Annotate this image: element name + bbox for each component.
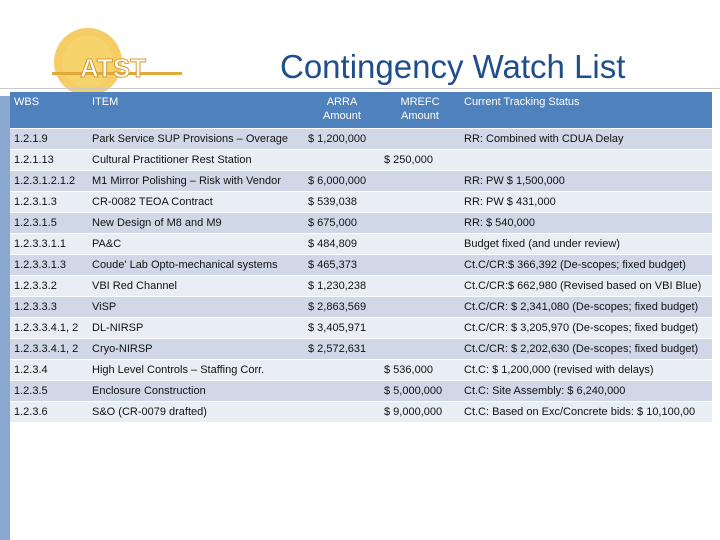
table-row xyxy=(10,402,712,423)
cell-arra: $ 1,230,238 xyxy=(304,276,380,297)
cell-mrefc xyxy=(380,318,460,339)
cell-item: Enclosure Construction xyxy=(88,381,304,402)
cell-mrefc xyxy=(380,171,460,192)
table-row xyxy=(10,360,712,381)
table-row xyxy=(10,213,712,234)
logo-text: ATST xyxy=(80,53,146,83)
cell-arra xyxy=(304,150,380,171)
cell-arra: $ 465,373 xyxy=(304,255,380,276)
table-row xyxy=(10,381,712,402)
cell-status: Ct.C/CR:$ 366,392 (De-scopes; fixed budget) xyxy=(460,255,712,276)
cell-status: Ct.C/CR: $ 2,202,630 (De-scopes; fixed budget) xyxy=(460,339,712,360)
table-row xyxy=(10,297,712,318)
cell-wbs: 1.2.3.3.4.1, 2 xyxy=(10,339,88,360)
cell-item: VBI Red Channel xyxy=(88,276,304,297)
header-mrefc: MREFC Amount xyxy=(380,92,460,129)
cell-mrefc: $ 536,000 xyxy=(380,360,460,381)
cell-item: Cultural Practitioner Rest Station xyxy=(88,150,304,171)
cell-wbs: 1.2.1.13 xyxy=(10,150,88,171)
cell-arra: $ 539,038 xyxy=(304,192,380,213)
cell-wbs: 1.2.3.1.3 xyxy=(10,192,88,213)
cell-status: Budget fixed (and under review) xyxy=(460,234,712,255)
header-item: ITEM xyxy=(88,92,304,129)
cell-arra: $ 2,863,569 xyxy=(304,297,380,318)
cell-status: Ct.C/CR:$ 662,980 (Revised based on VBI Blue) xyxy=(460,276,712,297)
cell-status xyxy=(460,150,712,171)
cell-status: RR: PW $ 431,000 xyxy=(460,192,712,213)
contingency-table xyxy=(10,92,712,422)
cell-item: PA&C xyxy=(88,234,304,255)
cell-item: M1 Mirror Polishing – Risk with Vendor xyxy=(88,171,304,192)
cell-status: RR: Combined with CDUA Delay xyxy=(460,129,712,150)
cell-arra: $ 6,000,000 xyxy=(304,171,380,192)
cell-arra: $ 1,200,000 xyxy=(304,129,380,150)
cell-wbs: 1.2.3.1.5 xyxy=(10,213,88,234)
cell-wbs: 1.2.3.3.1.3 xyxy=(10,255,88,276)
sun-logo xyxy=(44,22,184,98)
cell-mrefc xyxy=(380,192,460,213)
cell-status: Ct.C/CR: $ 3,205,970 (De-scopes; fixed budget) xyxy=(460,318,712,339)
cell-item: CR-0082 TEOA Contract xyxy=(88,192,304,213)
table-row xyxy=(10,234,712,255)
header-status: Current Tracking Status xyxy=(460,92,712,129)
cell-arra xyxy=(304,402,380,423)
cell-wbs: 1.2.3.3.1.1 xyxy=(10,234,88,255)
cell-wbs: 1.2.3.3.2 xyxy=(10,276,88,297)
table-row xyxy=(10,339,712,360)
cell-mrefc xyxy=(380,255,460,276)
cell-mrefc: $ 9,000,000 xyxy=(380,402,460,423)
cell-item: DL-NIRSP xyxy=(88,318,304,339)
table-row xyxy=(10,192,712,213)
cell-arra xyxy=(304,381,380,402)
cell-mrefc xyxy=(380,297,460,318)
table-row xyxy=(10,276,712,297)
cell-mrefc: $ 5,000,000 xyxy=(380,381,460,402)
cell-mrefc xyxy=(380,234,460,255)
cell-wbs: 1.2.3.3.4.1, 2 xyxy=(10,318,88,339)
cell-wbs: 1.2.3.3.3 xyxy=(10,297,88,318)
cell-arra: $ 675,000 xyxy=(304,213,380,234)
cell-item: S&O (CR-0079 drafted) xyxy=(88,402,304,423)
cell-mrefc: $ 250,000 xyxy=(380,150,460,171)
cell-mrefc xyxy=(380,339,460,360)
title-divider xyxy=(0,88,720,89)
cell-status: RR: PW $ 1,500,000 xyxy=(460,171,712,192)
cell-wbs: 1.2.3.4 xyxy=(10,360,88,381)
table-row xyxy=(10,171,712,192)
cell-item: Cryo-NIRSP xyxy=(88,339,304,360)
cell-item: New Design of M8 and M9 xyxy=(88,213,304,234)
cell-mrefc xyxy=(380,276,460,297)
cell-arra: $ 484,809 xyxy=(304,234,380,255)
cell-wbs: 1.2.3.5 xyxy=(10,381,88,402)
table-header-row xyxy=(10,92,712,129)
cell-status: Ct.C: Based on Exc/Concrete bids: $ 10,100,00 xyxy=(460,402,712,423)
cell-status: Ct.C/CR: $ 2,341,080 (De-scopes; fixed budget) xyxy=(460,297,712,318)
cell-status: Ct.C: Site Assembly: $ 6,240,000 xyxy=(460,381,712,402)
page-title: Contingency Watch List xyxy=(280,48,626,85)
atst-logo xyxy=(44,22,184,98)
cell-mrefc xyxy=(380,213,460,234)
cell-item: High Level Controls – Staffing Corr. xyxy=(88,360,304,381)
cell-item: Park Service SUP Provisions – Overage xyxy=(88,129,304,150)
table-row xyxy=(10,318,712,339)
table-row xyxy=(10,129,712,150)
cell-item: ViSP xyxy=(88,297,304,318)
cell-arra: $ 3,405,971 xyxy=(304,318,380,339)
table-row xyxy=(10,150,712,171)
cell-arra xyxy=(304,360,380,381)
header-arra: ARRA Amount xyxy=(304,92,380,129)
cell-wbs: 1.2.3.1.2.1.2 xyxy=(10,171,88,192)
cell-status: RR: $ 540,000 xyxy=(460,213,712,234)
left-accent-bar xyxy=(0,96,10,540)
table-row xyxy=(10,255,712,276)
cell-wbs: 1.2.3.6 xyxy=(10,402,88,423)
cell-wbs: 1.2.1.9 xyxy=(10,129,88,150)
cell-arra: $ 2,572,631 xyxy=(304,339,380,360)
cell-status: Ct.C: $ 1,200,000 (revised with delays) xyxy=(460,360,712,381)
cell-mrefc xyxy=(380,129,460,150)
cell-item: Coude' Lab Opto-mechanical systems xyxy=(88,255,304,276)
header-wbs: WBS xyxy=(10,92,88,129)
